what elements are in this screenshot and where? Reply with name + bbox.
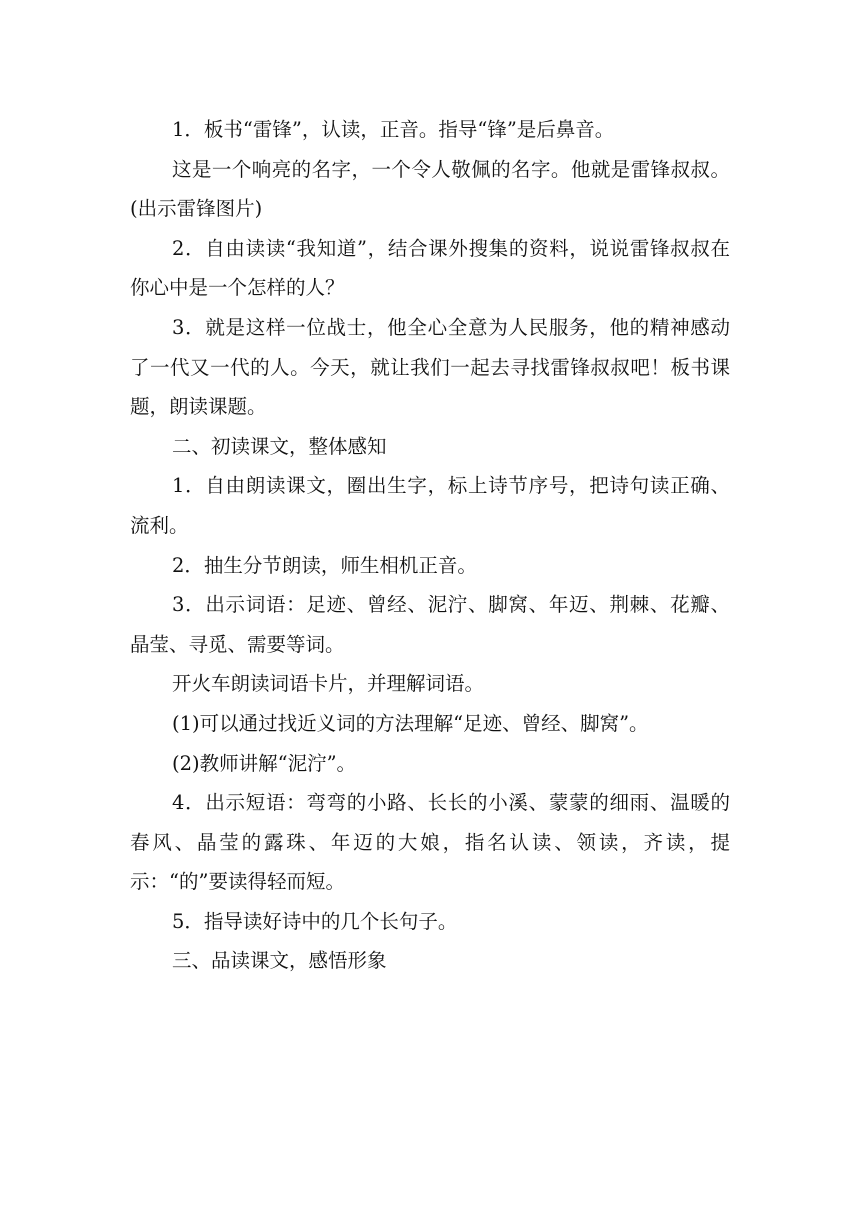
paragraph-1: 1．板书“雷锋”，认读，正音。指导“锋”是后鼻音。	[172, 118, 615, 141]
paragraph-9: (1)可以通过找近义词的方法理解“足迹、曾经、脚窝”。	[172, 711, 649, 735]
paragraph-10: (2)教师讲解“泥泞”。	[172, 751, 357, 775]
paragraph-2: 这是一个响亮的名字，一个令人敬佩的名字。他就是雷锋叔叔。(出示雷锋图片)	[130, 157, 730, 221]
paragraph-5: 1．自由朗读课文，圈出生字，标上诗节序号，把诗句读正确、流利。	[130, 474, 730, 537]
section-heading-2: 二、初读课文，整体感知	[172, 434, 387, 458]
paragraph-3: 2．自由读读“我知道”，结合课外搜集的资料，说说雷锋叔叔在你心中是一个怎样的人？	[130, 236, 730, 300]
section-heading-3: 三、品读课文，感悟形象	[172, 949, 387, 973]
paragraph-4: 3．就是这样一位战士，他全心全意为人民服务，他的精神感动了一代又一代的人。今天，就让我们一起去寻找雷锋叔叔吧！板书课题，朗读课题。	[130, 315, 730, 419]
paragraph-6: 2．抽生分节朗读，师生相机正音。	[172, 553, 477, 577]
paragraph-12: 5．指导读好诗中的几个长句子。	[172, 909, 458, 933]
paragraph-8: 开火车朗读词语卡片，并理解词语。	[172, 672, 485, 696]
paragraph-11: 4．出示短语：弯弯的小路、长长的小溪、蒙蒙的细雨、温暖的春风、晶莹的露珠、年迈的大娘，指名认读、领读，齐读，提示：“的”要读得轻而短。	[130, 791, 730, 894]
document-body	[130, 110, 730, 981]
paragraph-7: 3．出示词语：足迹、曾经、泥泞、脚窝、年迈、荆棘、花瓣、晶莹、寻觅、需要等词。	[130, 593, 730, 656]
